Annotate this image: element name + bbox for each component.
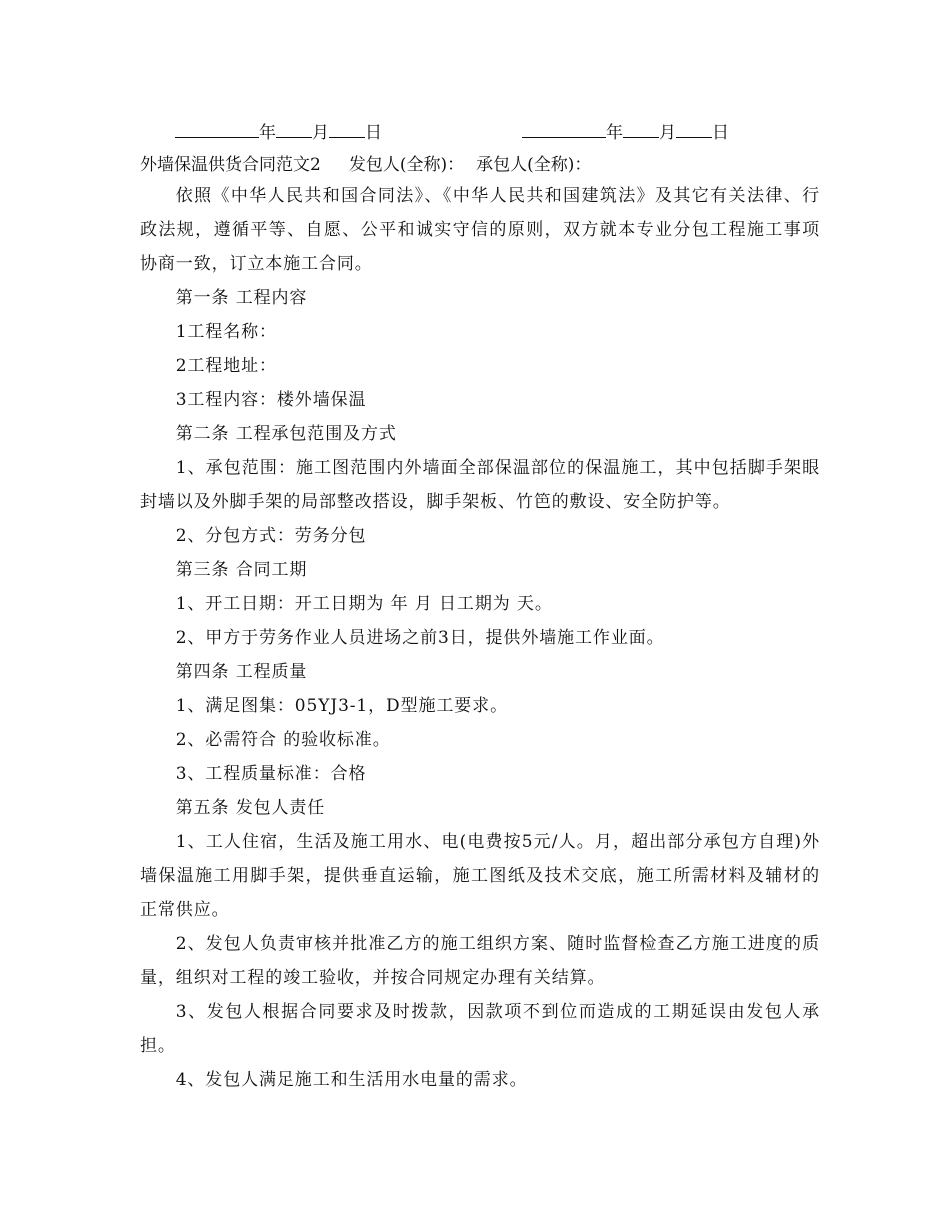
year-blank (175, 119, 259, 138)
contract-body (140, 179, 820, 1097)
day-label: 日 (365, 123, 382, 143)
date-line-right (522, 119, 729, 145)
paragraph: 2工程地址： (175, 356, 277, 376)
section-heading: 第三条 合同工期 (175, 560, 308, 580)
day-blank (329, 119, 365, 138)
section-heading: 第一条 工程内容 (175, 288, 308, 308)
day-label: 日 (712, 123, 729, 143)
month-label: 月 (312, 123, 329, 143)
paragraph: 1、满足图集：05YJ3-1，D型施工要求。 (175, 696, 508, 716)
year-label: 年 (606, 123, 623, 143)
paragraph: 2、必需符合 的验收标准。 (175, 730, 391, 750)
month-blank (623, 119, 659, 138)
paragraph: 2、发包人负责审核并批准乙方的施工组织方案、随时监督检查乙方施工进度的质量，组织对工程的竣工验收，并按合同规定办理有关结算。 (140, 934, 820, 988)
paragraph: 2、分包方式：劳务分包 (175, 526, 367, 546)
day-blank (676, 119, 712, 138)
paragraph: 依照《中华人民共和国合同法》、《中华人民共和国建筑法》及其它有关法律、行政法规，遵循平等、自愿、公平和诚实守信的原则，双方就本专业分包工程施工事项协商一致，订立本施工合同。 (140, 186, 820, 274)
month-blank (276, 119, 312, 138)
paragraph: 3、发包人根据合同要求及时拨款，因款项不到位而造成的工期延误由发包人承担。 (140, 1002, 820, 1056)
party-a-label: 发包人(全称)： (348, 155, 465, 175)
document-title: 外墙保温供货合同范文2 (140, 155, 321, 175)
year-label: 年 (259, 123, 276, 143)
party-b-label: 承包人(全称)： (476, 155, 592, 175)
paragraph: 3、工程质量标准：合格 (175, 764, 367, 784)
paragraph: 1工程名称： (175, 322, 277, 342)
paragraph: 1、承包范围：施工图范围内外墙面全部保温部位的保温施工，其中包括脚手架眼封墙以及外脚手架的局部整改搭设，脚手架板、竹笆的敷设、安全防护等。 (140, 458, 820, 512)
date-line-left (175, 119, 382, 145)
paragraph: 2、甲方于劳务作业人员进场之前3日，提供外墙施工作业面。 (175, 628, 665, 648)
section-heading: 第五条 发包人责任 (175, 798, 326, 818)
paragraph: 3工程内容：楼外墙保温 (175, 390, 367, 410)
section-heading: 第二条 工程承包范围及方式 (175, 424, 397, 444)
month-label: 月 (659, 123, 676, 143)
paragraph: 1、工人住宿，生活及施工用水、电(电费按5元/人。月，超出部分承包方自理)外墙保温施工用脚手架，提供垂直运输，施工图纸及技术交底，施工所需材料及辅材的正常供应。 (140, 832, 820, 920)
section-heading: 第四条 工程质量 (175, 662, 308, 682)
document-header (140, 152, 591, 178)
paragraph: 1、开工日期：开工日期为 年 月 日工期为 天。 (175, 594, 553, 614)
year-blank (522, 119, 606, 138)
paragraph: 4、发包人满足施工和生活用水电量的需求。 (175, 1070, 528, 1090)
